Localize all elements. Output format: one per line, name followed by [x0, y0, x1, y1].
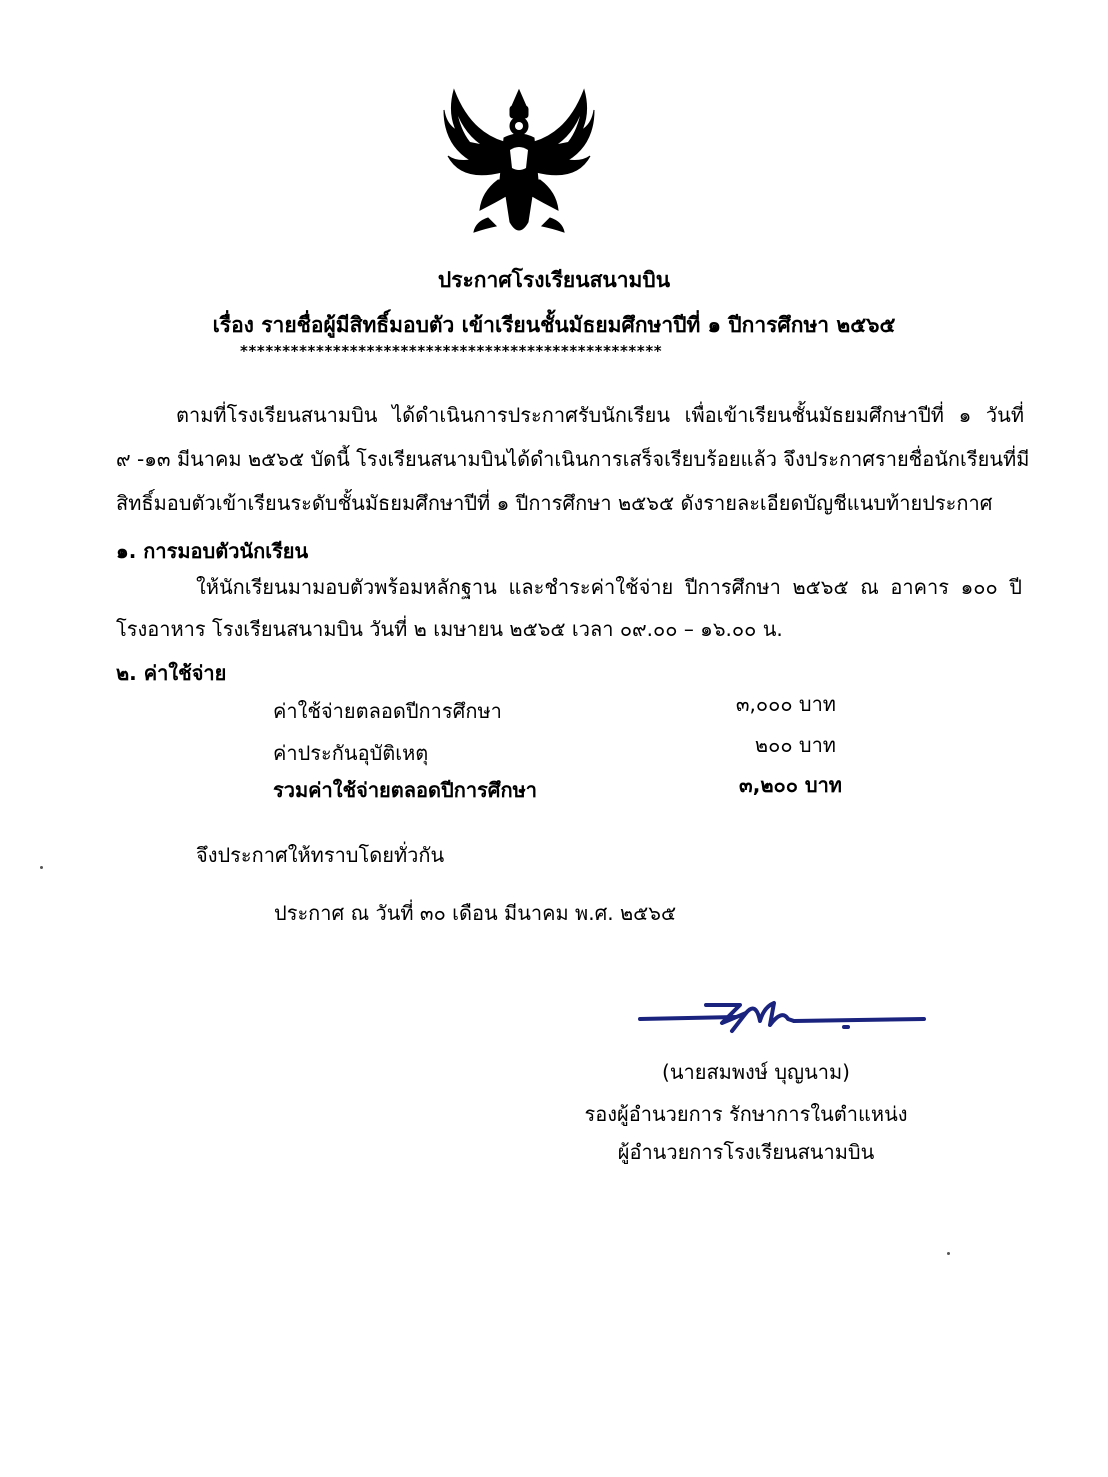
fee-label-tuition: ค่าใช้จ่ายตลอดปีการศึกษา: [273, 699, 502, 723]
signatory-position-1: รองผู้อำนวยการ รักษาการในตำแหน่ง: [584, 1102, 908, 1126]
announcement-title: ประกาศโรงเรียนสนามบิน: [437, 268, 671, 292]
section-1-heading: ๑. การมอบตัวนักเรียน: [116, 539, 309, 563]
signatory-name: (นายสมพงษ์ บุญนาม): [662, 1060, 850, 1084]
scan-speck: [40, 866, 43, 869]
fee-total-label: รวมค่าใช้จ่ายตลอดปีการศึกษา: [273, 778, 538, 802]
section-1-line-1: ให้นักเรียนมามอบตัวพร้อมหลักฐาน และชำระค่าใช้จ่าย ปีการศึกษา ๒๕๖๕ ณ อาคาร ๑๐๐ ปี: [196, 575, 1022, 599]
garuda-emblem-icon: [440, 72, 598, 244]
fee-amount-tuition: ๓,๐๐๐ บาท: [735, 692, 836, 716]
fee-total-amount: ๓,๒๐๐ บาท: [739, 773, 842, 797]
fee-amount-insurance: ๒๐๐ บาท: [754, 733, 836, 757]
scan-speck: [947, 1252, 950, 1255]
handwritten-signature: [636, 995, 928, 1040]
section-2-heading: ๒. ค่าใช้จ่าย: [116, 661, 227, 685]
intro-line-2: ๙ -๑๓ มีนาคม ๒๕๖๕ บัดนี้ โรงเรียนสนามบินได้ดำเนินการเสร็จเรียบร้อยแล้ว จึงประกาศรายชื่อนักเรียนที่มี: [116, 447, 1030, 471]
announcement-date: ประกาศ ณ วันที่ ๓๐ เดือน มีนาคม พ.ศ. ๒๕๖๕: [274, 901, 677, 925]
signatory-position-2: ผู้อำนวยการโรงเรียนสนามบิน: [617, 1140, 875, 1164]
intro-line-1: ตามที่โรงเรียนสนามบิน ได้ดำเนินการประกาศรับนักเรียน เพื่อเข้าเรียนชั้นมัธยมศึกษาปีที่ ๑ วันที่: [176, 403, 1024, 427]
fee-label-insurance: ค่าประกันอุบัติเหตุ: [273, 741, 429, 765]
divider-stars: **************************************************: [240, 342, 663, 360]
section-1-line-2: โรงอาหาร โรงเรียนสนามบิน วันที่ ๒ เมษายน ๒๕๖๕ เวลา ๐๙.๐๐ – ๑๖.๐๐ น.: [116, 617, 783, 641]
announcement-subject: เรื่อง รายชื่อผู้มีสิทธิ์มอบตัว เข้าเรียนชั้นมัธยมศึกษาปีที่ ๑ ปีการศึกษา ๒๕๖๕: [212, 313, 896, 337]
closing-statement: จึงประกาศให้ทราบโดยทั่วกัน: [196, 843, 445, 867]
intro-line-3: สิทธิ์มอบตัวเข้าเรียนระดับชั้นมัธยมศึกษาปีที่ ๑ ปีการศึกษา ๒๕๖๕ ดังรายละเอียดบัญชีแนบท้ายประกาศ: [116, 491, 993, 515]
